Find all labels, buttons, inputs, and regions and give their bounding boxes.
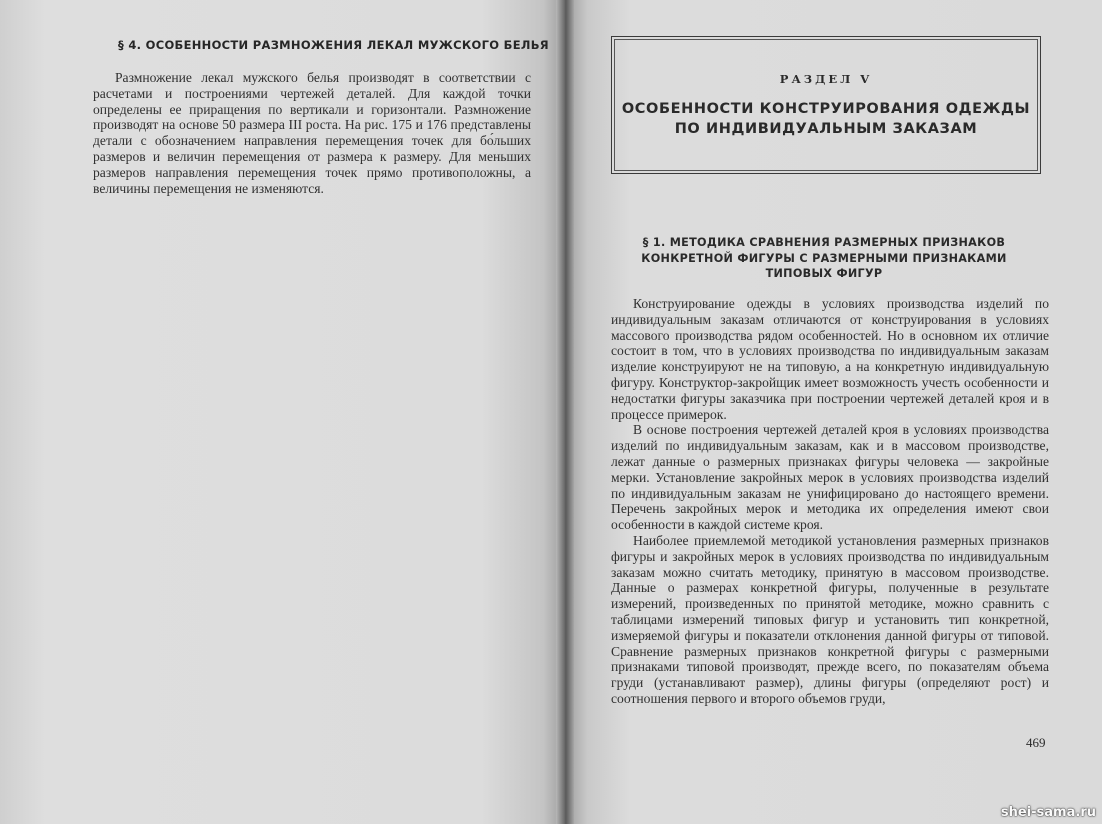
subsection-heading-line-1: § 1. МЕТОДИКА СРАВНЕНИЯ РАЗМЕРНЫХ ПРИЗНАКОВ	[642, 236, 1006, 249]
section-title-line-2: ПО ИНДИВИДУАЛЬНЫМ ЗАКАЗАМ	[674, 121, 978, 137]
watermark: shei-sama.ru	[1000, 805, 1096, 820]
subsection-heading-line-2: КОНКРЕТНОЙ ФИГУРЫ С РАЗМЕРНЫМИ ПРИЗНАКАМИ	[641, 251, 1007, 265]
section-label: РАЗДЕЛ V	[779, 72, 873, 86]
subsection-heading-line-3: ТИПОВЫХ ФИГУР	[765, 267, 883, 280]
page-number: 469	[1026, 735, 1046, 750]
section-title	[612, 99, 1040, 139]
left-body-text	[93, 70, 531, 196]
section-title-line-1: ОСОБЕННОСТИ КОНСТРУИРОВАНИЯ ОДЕЖДЫ	[621, 101, 1031, 117]
left-paragraph: Размножение лекал мужского белья производят в соответствии с расчетами и построениями чертежей деталей. Для каждой точки определены ее приращения по вертикали и горизонтали. Размножение производят на основе 50 размера III роста. На рис. 175 и 176 представлены детали с обозначением направления перемещения точек для бо́льших размеров и величин перемещения от размера к размеру. Для меньших размеров направления перемещения точек прямо противоположны, а величины перемещения не изменяются.	[93, 70, 531, 196]
right-body-text	[611, 296, 1049, 707]
right-paragraph-2: В основе построения чертежей деталей кроя в условиях производства изделий по индивидуальным заказам, как и в массовом производстве, лежат данные о размерных признаках фигуры человека — закройные мерки. Установление закройных мерок в условиях производства изделий по индивидуальным заказам не унифицировано до настоящего времени. Перечень закройных мерок и методика их определения имеют свои особенности в каждой системе кроя.	[611, 422, 1049, 533]
right-paragraph-1: Конструирование одежды в условиях производства изделий по индивидуальным заказам отличаются от конструирования в условиях массового производства рядом особенностей. Но в основном их отличие состоит в том, что в условиях производства по индивидуальным заказам изделие конструируют не на типовую, а на конкретную индивидуальную фигуру. Конструктор-закройщик имеет возможность учесть особенности и недостатки фигуры заказчика при построении чертежей деталей кроя и в процессе примерок.	[611, 296, 1049, 422]
section-title-box	[611, 36, 1041, 174]
left-section-heading: § 4. ОСОБЕННОСТИ РАЗМНОЖЕНИЯ ЛЕКАЛ МУЖСКОГО БЕЛЬЯ	[118, 38, 549, 52]
right-paragraph-3: Наиболее приемлемой методикой установления размерных признаков фигуры и закройных мерок в условиях производства по индивидуальным заказам можно считать методику, принятую в массовом производстве. Данные о размерах конкретной фигуры, полученные в результате измерений, произведенных по принятой методике, можно сравнить с таблицами измерений типовых фигур и установить тип конкретной, измеряемой фигуры и показатели отклонения данной фигуры от типовой. Сравнение размерных признаков конкретной фигуры с размерными признаками типовой производят, прежде всего, по показателям объема груди (устанавливают размер), длины фигуры (определяют рост) и соотношения первого и второго объемов груди,	[611, 532, 1049, 706]
subsection-heading	[626, 235, 1022, 282]
book-gutter	[556, 0, 574, 824]
